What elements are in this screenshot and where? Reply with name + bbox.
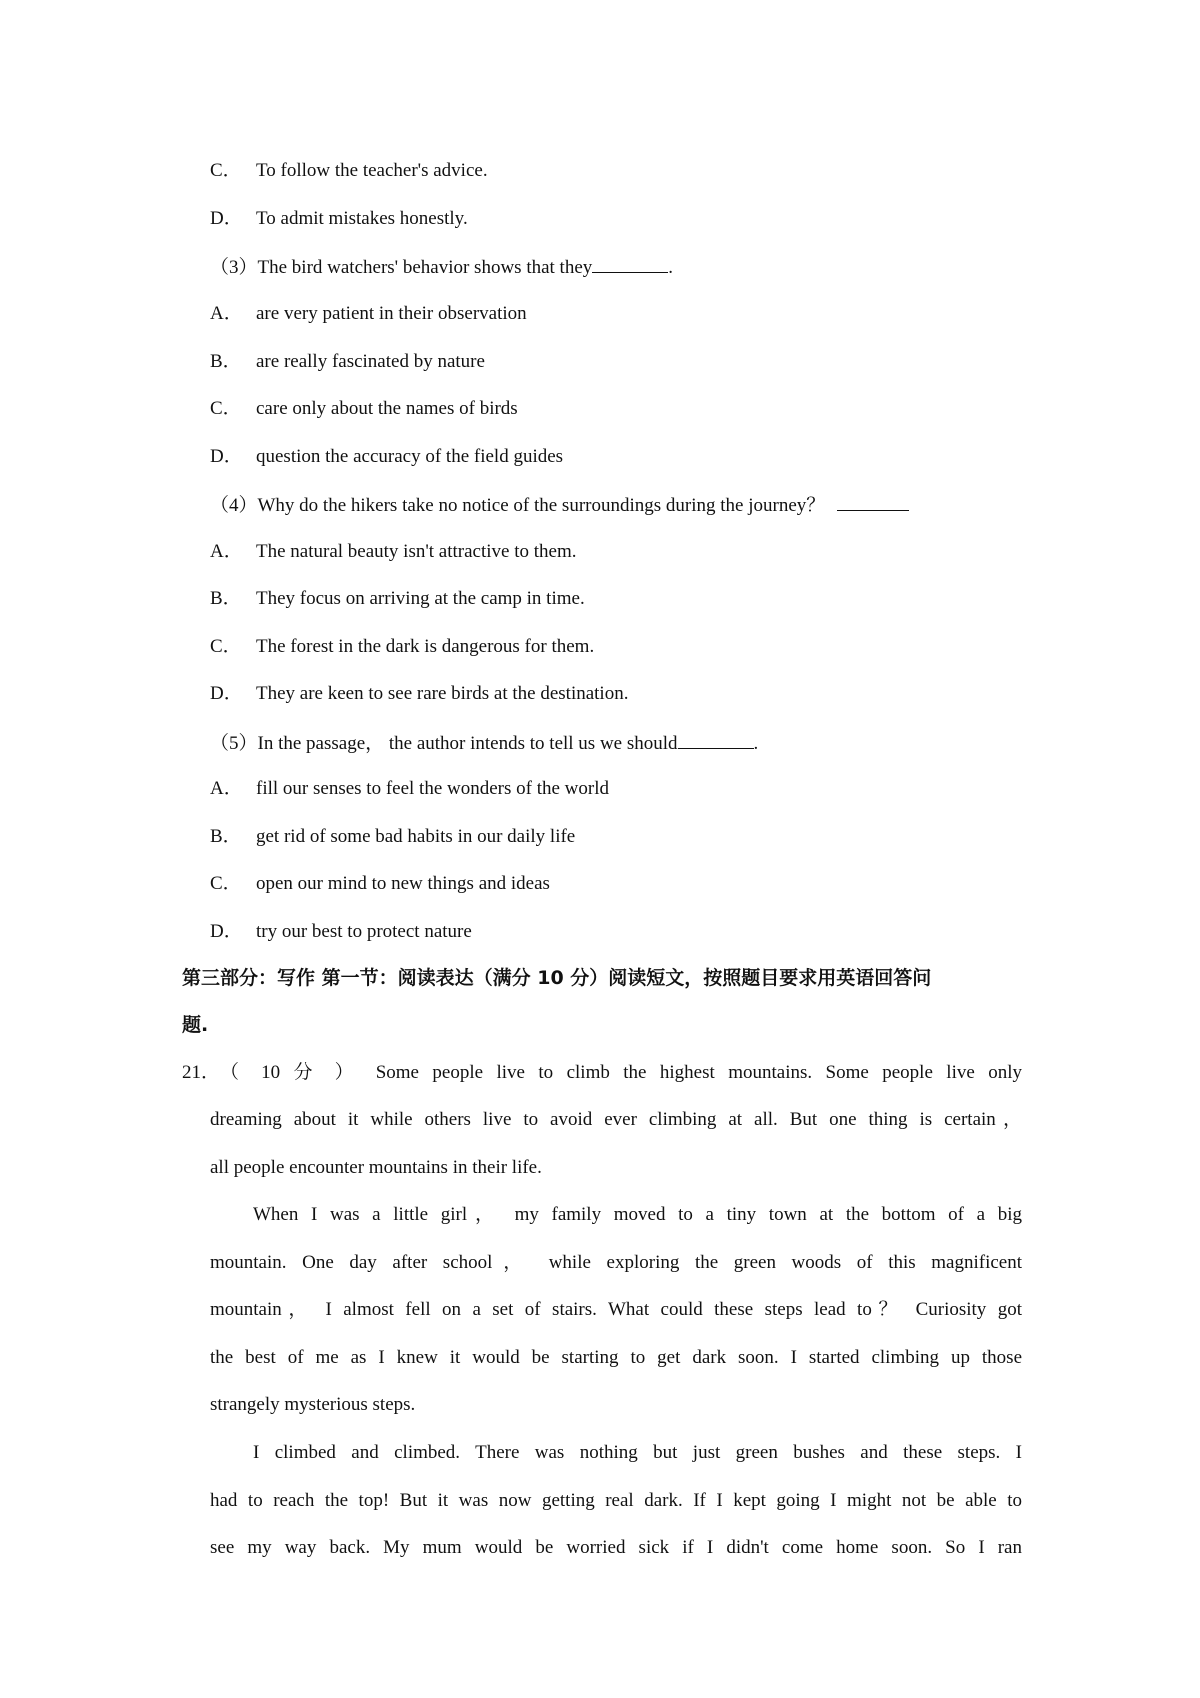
q4-option-a: [210, 540, 577, 564]
q3-stem: [210, 254, 673, 280]
stem-end: .: [668, 257, 674, 278]
q5-stem: [210, 730, 758, 756]
option-text: care only about the names of birds: [256, 398, 518, 419]
q3-option-b: [210, 350, 485, 374]
q21-line-1: [220, 1061, 1022, 1085]
question-number: 21．: [182, 1062, 221, 1083]
option-text: try our best to protect nature: [256, 921, 472, 942]
question-stem: （4）Why do the hikers take no notice of the surroundings during the journey？: [210, 495, 826, 516]
option-text: They are keen to see rare birds at the destination.: [256, 683, 629, 704]
option-letter: D．: [210, 446, 243, 467]
option-letter: B．: [210, 588, 242, 609]
option-letter: C．: [210, 636, 242, 657]
q4-option-d: [210, 682, 628, 706]
option-letter: B．: [210, 351, 242, 372]
q5-option-a: [210, 777, 609, 801]
q5-option-b: [210, 825, 575, 849]
q21-line-3: all people encounter mountains in their life.: [210, 1157, 542, 1178]
q21-line-10: had to reach the top! But it was now getting real dark. If I kept going I might not be able to: [210, 1490, 1022, 1511]
option-text: The forest in the dark is dangerous for them.: [256, 636, 595, 657]
q21-line-11: see my way back. My mum would be worried sick if I didn't come home soon. So I ran: [210, 1537, 1022, 1558]
q4-stem: [210, 492, 909, 518]
q5-option-c: [210, 872, 550, 896]
option-text: To admit mistakes honestly.: [256, 208, 468, 229]
q21-line-2: dreaming about it while others live to avoid ever climbing at all. But one thing is certain，: [210, 1109, 1022, 1130]
question-points: （ 10 分 ）: [220, 1062, 363, 1083]
answer-blank: [678, 730, 754, 749]
option-text: are really fascinated by nature: [256, 351, 485, 372]
option-text: open our mind to new things and ideas: [256, 873, 550, 894]
q21-line-8: strangely mysterious steps.: [210, 1394, 416, 1415]
q21-line-5: mountain. One day after school， while exploring the green woods of this magnificent: [210, 1252, 1022, 1273]
q21-line-6: mountain， I almost fell on a set of stairs. What could these steps lead to？ Curiosity got: [210, 1299, 1022, 1320]
section-heading-line1: 第三部分：写作 第一节：阅读表达（满分 10 分）阅读短文，按照题目要求用英语回答问: [182, 967, 932, 989]
q4-option-c: [210, 635, 594, 659]
q3-option-c: [210, 397, 518, 421]
q4-option-b: [210, 587, 585, 611]
question-stem: （5）In the passage， the author intends to tell us we should: [210, 733, 678, 754]
option-text: They focus on arriving at the camp in time.: [256, 588, 585, 609]
option-letter: A．: [210, 541, 243, 562]
option-letter: A．: [210, 778, 243, 799]
q21-line-4: When I was a little girl， my family moved to a tiny town at the bottom of a big: [253, 1204, 1022, 1225]
q5-option-d: [210, 920, 472, 944]
q2-option-c: [210, 159, 488, 183]
option-text: To follow the teacher's advice.: [256, 160, 488, 181]
option-letter: B．: [210, 826, 242, 847]
q21-line-9: I climbed and climbed. There was nothing but just green bushes and these steps. I: [253, 1442, 1022, 1463]
section-heading-line2: 题.: [182, 1014, 209, 1036]
option-letter: D．: [210, 921, 243, 942]
answer-blank: [837, 492, 909, 511]
option-letter: D．: [210, 208, 243, 229]
option-letter: C．: [210, 873, 242, 894]
q3-option-d: [210, 445, 563, 469]
option-text: fill our senses to feel the wonders of the world: [256, 778, 609, 799]
q21-line-7: the best of me as I knew it would be starting to get dark soon. I started climbing up those: [210, 1347, 1022, 1368]
option-text: question the accuracy of the field guides: [256, 446, 564, 467]
answer-blank: [592, 254, 668, 273]
question-stem: （3）The bird watchers' behavior shows that they: [210, 257, 593, 278]
option-text: The natural beauty isn't attractive to them.: [256, 541, 577, 562]
q3-option-a: [210, 302, 527, 326]
q2-option-d: [210, 207, 468, 231]
passage-text: Some people live to climb the highest mountains. Some people live only: [375, 1062, 1022, 1083]
option-letter: D．: [210, 683, 243, 704]
option-text: are very patient in their observation: [256, 303, 527, 324]
option-letter: C．: [210, 398, 242, 419]
stem-end: .: [753, 733, 759, 754]
option-letter: C．: [210, 160, 242, 181]
option-letter: A．: [210, 303, 243, 324]
option-text: get rid of some bad habits in our daily life: [256, 826, 576, 847]
